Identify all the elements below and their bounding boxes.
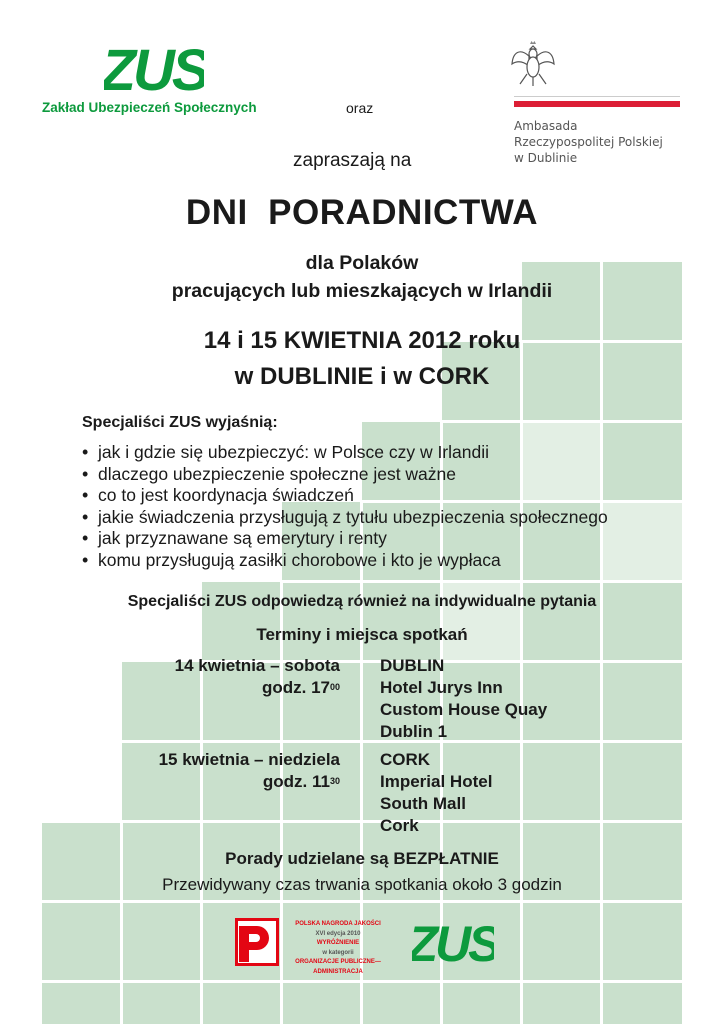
- event-time: godz. $17^{00}$: [261, 678, 340, 697]
- place-line: Imperial Hotel: [380, 772, 493, 791]
- topics-list: [82, 442, 682, 572]
- subtitle-line-1: dla Polaków: [305, 252, 419, 274]
- place-line: Dublin 1: [380, 722, 448, 741]
- invitation-text: zapraszają na: [293, 150, 412, 171]
- answers-line: Specjaliści ZUS odpowiedzą również na indywidualne pytania: [127, 593, 597, 610]
- event-2-place: [380, 749, 492, 837]
- event-date: 15 kwietnia – niedziela: [158, 750, 340, 769]
- zus-logo-icon: [412, 916, 494, 968]
- svg-text:ZUS: ZUS: [104, 38, 204, 98]
- embassy-line: Ambasada: [514, 119, 578, 133]
- event-2-when: [100, 749, 340, 793]
- free-advice-line: Porady udzielane są BEZPŁATNIE: [225, 849, 499, 868]
- svg-text:ZUS: ZUS: [412, 916, 494, 968]
- place-line: DUBLIN: [380, 656, 445, 675]
- list-item: • jak i gdzie się ubezpieczyć: w Polsce czy w Irlandii: [82, 442, 682, 464]
- list-item: • komu przysługują zasiłki chorobowe i kto je wypłaca: [82, 550, 682, 572]
- list-item: • dlaczego ubezpieczenie społeczne jest ważne: [82, 464, 682, 486]
- event-1-when: [100, 655, 340, 699]
- grid-column: [122, 662, 204, 1024]
- zus-logo-footer: [412, 916, 494, 968]
- quality-award-icon: [235, 918, 279, 966]
- event-time: godz. $11^{30}$: [262, 772, 340, 791]
- zus-logo: [104, 38, 204, 98]
- award-text: POLSKA NAGRODA JAKOŚCI XVI edycja 2010 WYRÓŻNIENIE w kategorii ORGANIZACJE PUBLICZNE—ADMINISTRACJA: [295, 921, 381, 975]
- and-word: oraz: [346, 100, 374, 116]
- event-1-place: [380, 655, 547, 743]
- zus-logo-icon: [104, 38, 204, 98]
- subtitle-line-2: pracujących lub mieszkających w Irlandii: [171, 280, 553, 302]
- list-item: • jakie świadczenia przysługują z tytułu ubezpieczenia społecznego: [82, 507, 682, 529]
- schedule-heading: Terminy i miejsca spotkań: [256, 625, 468, 644]
- event-date: 14 kwietnia – sobota: [174, 656, 340, 675]
- award-logo: [235, 918, 279, 966]
- list-item: • co to jest koordynacja świadczeń: [82, 485, 682, 507]
- embassy-flag-red: [514, 101, 680, 107]
- event-dates: 14 i 15 KWIETNIA 2012 roku: [203, 327, 521, 354]
- embassy-line: w Dublinie: [514, 151, 578, 165]
- topics-heading: Specjaliści ZUS wyjaśnią:: [82, 414, 278, 431]
- event-cities: w DUBLINIE i w CORK: [234, 363, 490, 390]
- place-line: Custom House Quay: [380, 700, 548, 719]
- place-line: CORK: [380, 750, 431, 769]
- list-item: • jak przyznawane są emerytury i renty: [82, 528, 682, 550]
- place-line: Cork: [380, 816, 419, 835]
- page-title: DNI PORADNICTWA: [185, 193, 539, 232]
- place-line: South Mall: [380, 794, 466, 813]
- duration-line: Przewidywany czas trwania spotkania około 3 godzin: [162, 875, 562, 894]
- polish-eagle-icon: [510, 40, 556, 88]
- zus-full-name: Zakład Ubezpieczeń Społecznych: [42, 100, 257, 115]
- embassy-line: Rzeczypospolitej Polskiej: [514, 135, 663, 149]
- place-line: Hotel Jurys Inn: [380, 678, 503, 697]
- embassy-name: [514, 118, 663, 166]
